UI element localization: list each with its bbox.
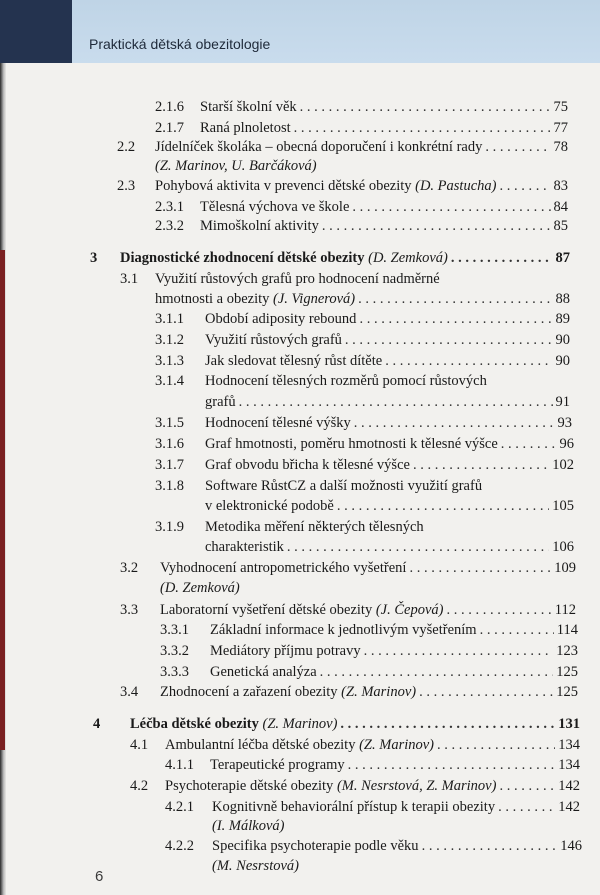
- toc-entry[interactable]: [160, 600, 576, 620]
- toc-entry[interactable]: [155, 176, 568, 196]
- toc-page-number: 78: [553, 139, 568, 155]
- toc-title-text: Mediátory příjmu potravy: [210, 643, 361, 659]
- toc-page-number: 142: [558, 778, 580, 794]
- toc-title-text: Pohybová aktivita v prevenci dětské obezity: [155, 178, 416, 194]
- toc-entry-title: [205, 371, 487, 391]
- toc-entry-number: 3.1.1: [155, 311, 184, 327]
- toc-page-number: 77: [553, 120, 568, 136]
- toc-entry[interactable]: [200, 97, 568, 117]
- toc-entry-title: [210, 755, 345, 775]
- toc-entry-title: [200, 197, 349, 217]
- toc-entry-author: (M. Nesrstová): [212, 858, 299, 874]
- toc-entry[interactable]: [155, 269, 570, 289]
- toc-entry-author: (M. Nesrstová, Z. Marinov): [336, 778, 497, 794]
- toc-page-number: 88: [555, 291, 570, 307]
- toc-leader-dots: [337, 496, 549, 516]
- toc-entry-author: (Z. Marinov): [359, 737, 435, 753]
- toc-leader-dots: [239, 392, 553, 412]
- toc-entry-number: 3.1.5: [155, 415, 184, 431]
- toc-title-text: Graf obvodu břicha k tělesné výšce: [205, 457, 410, 473]
- toc-entry[interactable]: [205, 413, 572, 433]
- toc-leader-dots: [385, 351, 552, 371]
- toc-entry-author: (D. Zemková): [160, 580, 240, 596]
- toc-entry-title: [205, 413, 351, 433]
- toc-page-number: 109: [554, 560, 576, 576]
- toc-entry-number: 4.1: [130, 737, 149, 753]
- toc-page-number: 131: [558, 716, 580, 732]
- toc-entry-title: [160, 558, 406, 578]
- toc-entry[interactable]: [205, 351, 570, 371]
- toc-entry[interactable]: [205, 455, 574, 475]
- toc-leader-dots: [413, 455, 549, 475]
- toc-entry-title: [155, 156, 317, 176]
- toc-page-number: 84: [553, 199, 568, 215]
- toc-leader-dots: [364, 641, 554, 661]
- toc-entry[interactable]: [205, 434, 574, 454]
- toc-title-text: Mimoškolní aktivity: [200, 218, 319, 234]
- toc-entry-number: 2.1.7: [155, 120, 184, 136]
- toc-entry-author: (Z. Marinov): [262, 716, 338, 732]
- toc-entry-number: 4: [93, 716, 101, 732]
- toc-entry-number: 2.1.6: [155, 99, 184, 115]
- toc-leader-dots: [359, 309, 552, 329]
- toc-title-text: Graf hmotnosti, poměru hmotnosti k tělesné výšce: [205, 436, 498, 452]
- toc-entry-title: [200, 216, 319, 236]
- toc-entry-number: 2.3: [117, 178, 136, 194]
- toc-entry-number: 2.2: [117, 139, 136, 155]
- page-number: 6: [95, 868, 104, 885]
- toc-entry-title: [160, 682, 416, 702]
- toc-page-number: 102: [552, 457, 574, 473]
- toc-leader-dots: [501, 434, 557, 454]
- toc-title-text: Využití růstových grafů pro hodnocení nadměrné: [155, 271, 440, 287]
- toc-title-text: Jak sledovat tělesný růst dítěte: [205, 353, 383, 369]
- toc-entry-author: (D. Pastucha): [415, 178, 497, 194]
- toc-title-text: grafů: [205, 394, 236, 410]
- toc-page-number: 123: [556, 643, 578, 659]
- toc-title-text: Základní informace k jednotlivým vyšetřením: [210, 622, 477, 638]
- toc-entry[interactable]: [165, 776, 580, 796]
- toc-entry-title: [155, 269, 440, 289]
- toc-entry[interactable]: [212, 816, 580, 836]
- toc-entry-title: [212, 797, 495, 817]
- toc-title-text: Software RůstCZ a další možnosti využití grafů: [205, 478, 483, 494]
- toc-page-number: 75: [553, 99, 568, 115]
- toc-leader-dots: [446, 600, 551, 620]
- toc-page-number: 142: [558, 799, 580, 815]
- toc-page-number: 93: [557, 415, 572, 431]
- toc-entry[interactable]: [205, 330, 570, 350]
- toc-entry-title: [205, 476, 482, 496]
- toc-title-text: Léčba dětské obezity: [130, 716, 263, 732]
- toc-leader-dots: [348, 755, 556, 775]
- toc-title-text: Ambulantní léčba dětské obezity: [165, 737, 360, 753]
- toc-title-text: hmotnosti a obezity: [155, 291, 273, 307]
- toc-entry[interactable]: [212, 836, 582, 856]
- toc-entry-title: [205, 392, 236, 412]
- toc-page-number: 105: [552, 498, 574, 514]
- toc-entry-number: 3.3.1: [160, 622, 189, 638]
- toc-entry-title: [120, 248, 448, 268]
- toc-entry-author: (D. Zemková): [368, 250, 448, 266]
- toc-entry-number: 3.3.3: [160, 664, 189, 680]
- toc-page-number: 146: [560, 838, 582, 854]
- toc-page-number: 89: [555, 311, 570, 327]
- toc-entry-number: 3.3.2: [160, 643, 189, 659]
- toc-entry-title: [210, 620, 477, 640]
- toc-entry-title: [205, 309, 356, 329]
- toc-entry[interactable]: [205, 517, 574, 537]
- toc-entry-title: [205, 517, 424, 537]
- toc-entry-title: [205, 434, 498, 454]
- toc-entry-number: 2.3.2: [155, 218, 184, 234]
- toc-leader-dots: [480, 620, 554, 640]
- toc-entry[interactable]: [212, 856, 582, 876]
- toc-leader-dots: [499, 176, 550, 196]
- toc-entry-number: 3.1.3: [155, 353, 184, 369]
- toc-leader-dots: [345, 330, 553, 350]
- toc-title-text: Terapeutické programy: [210, 757, 345, 773]
- toc-entry[interactable]: [212, 797, 580, 817]
- toc-entry[interactable]: [210, 755, 580, 775]
- toc-entry-author: (Z. Marinov): [341, 684, 417, 700]
- toc-page-number: 112: [554, 602, 576, 618]
- toc-entry[interactable]: [205, 537, 574, 557]
- toc-page-number: 134: [558, 757, 580, 773]
- toc-page-number: 87: [555, 250, 570, 266]
- toc-entry[interactable]: [210, 620, 578, 640]
- toc-entry-number: 3: [90, 250, 98, 266]
- toc-page-number: 83: [553, 178, 568, 194]
- toc-entry-title: [212, 816, 284, 836]
- toc-entry[interactable]: [205, 496, 574, 516]
- toc-entry-number: 4.1.1: [165, 757, 194, 773]
- toc-entry[interactable]: [200, 216, 568, 236]
- toc-title-text: Jídelníček školáka – obecná doporučení i konkrétní rady: [155, 139, 483, 155]
- toc-entry-title: [160, 600, 443, 620]
- toc-title-text: Vyhodnocení antropometrického vyšetření: [160, 560, 407, 576]
- toc-entry-title: [205, 455, 410, 475]
- toc-entry-title: [212, 836, 419, 856]
- toc-entry-title: [200, 118, 291, 138]
- toc-title-text: v elektronické podobě: [205, 498, 334, 514]
- toc-entry-number: 4.2: [130, 778, 149, 794]
- toc-entry[interactable]: [205, 476, 574, 496]
- toc-leader-dots: [437, 735, 555, 755]
- toc-entry-title: [165, 735, 434, 755]
- toc-page-number: 106: [552, 539, 574, 555]
- toc-entry-author: (J. Čepová): [375, 602, 444, 618]
- toc-leader-dots: [451, 248, 553, 268]
- toc-entry-number: 3.1.2: [155, 332, 184, 348]
- toc-entry-number: 3.3: [120, 602, 139, 618]
- book-spine-edge: [0, 250, 5, 750]
- toc-leader-dots: [320, 662, 554, 682]
- toc-entry-title: [205, 330, 342, 350]
- toc-leader-dots: [340, 714, 555, 734]
- toc-entry[interactable]: [200, 197, 568, 217]
- toc-leader-dots: [300, 97, 551, 117]
- toc-title-text: Laboratorní vyšetření dětské obezity: [160, 602, 376, 618]
- toc-entry-number: 3.1.9: [155, 519, 184, 535]
- toc-entry[interactable]: [210, 662, 578, 682]
- toc-page-number: 134: [558, 737, 580, 753]
- toc-entry[interactable]: [200, 118, 568, 138]
- toc-entry-number: 3.1.4: [155, 373, 184, 389]
- toc-entry-title: [130, 714, 337, 734]
- toc-entry-number: 3.2: [120, 560, 139, 576]
- toc-page-number: 114: [556, 622, 578, 638]
- toc-title-text: Zhodnocení a zařazení obezity: [160, 684, 342, 700]
- toc-title-text: Specifika psychoterapie podle věku: [212, 838, 419, 854]
- toc-title-text: Diagnostické zhodnocení dětské obezity: [120, 250, 369, 266]
- toc-entry[interactable]: [130, 714, 580, 734]
- toc-leader-dots: [322, 216, 551, 236]
- toc-page-number: 90: [555, 332, 570, 348]
- toc-title-text: Metodika měření některých tělesných: [205, 519, 424, 535]
- toc-entry-title: [155, 289, 355, 309]
- toc-leader-dots: [287, 537, 549, 557]
- toc-entry-title: [210, 662, 317, 682]
- toc-entry-number: 3.1.7: [155, 457, 184, 473]
- toc-entry-title: [155, 176, 496, 196]
- corner-color-block: [0, 0, 72, 63]
- toc-page-number: 125: [556, 664, 578, 680]
- toc-title-text: Využití růstových grafů: [205, 332, 342, 348]
- toc-leader-dots: [358, 289, 552, 309]
- toc-leader-dots: [352, 197, 550, 217]
- toc-entry-title: [165, 776, 496, 796]
- toc-entry-number: 3.1: [120, 271, 139, 287]
- toc-entry[interactable]: [160, 682, 578, 702]
- toc-page-number: 90: [555, 353, 570, 369]
- toc-entry[interactable]: [165, 735, 580, 755]
- toc-entry-number: 3.1.6: [155, 436, 184, 452]
- toc-title-text: charakteristik: [205, 539, 284, 555]
- toc-title-text: Starší školní věk: [200, 99, 297, 115]
- toc-entry-number: 2.3.1: [155, 199, 184, 215]
- toc-entry-title: [205, 496, 334, 516]
- toc-title-text: Tělesná výchova ve škole: [200, 199, 350, 215]
- toc-leader-dots: [354, 413, 555, 433]
- toc-title-text: Genetická analýza: [210, 664, 317, 680]
- toc-entry[interactable]: [160, 578, 576, 598]
- toc-entry[interactable]: [120, 248, 570, 268]
- toc-entry-title: [205, 537, 284, 557]
- toc-entry-author: (I. Málková): [212, 818, 285, 834]
- toc-title-text: Hodnocení tělesných rozměrů pomocí růstových: [205, 373, 487, 389]
- toc-title-text: Kognitivně behaviorální přístup k terapii obezity: [212, 799, 496, 815]
- toc-title-text: Hodnocení tělesné výšky: [205, 415, 351, 431]
- toc-page-number: 85: [553, 218, 568, 234]
- toc-entry[interactable]: [155, 289, 570, 309]
- toc-entry[interactable]: [155, 137, 568, 157]
- toc-entry-author: (Z. Marinov, U. Barčáková): [155, 158, 317, 174]
- toc-entry-number: 4.2.2: [165, 838, 194, 854]
- toc-leader-dots: [499, 776, 555, 796]
- toc-entry[interactable]: [205, 309, 570, 329]
- toc-entry-title: [160, 578, 240, 598]
- toc-entry-number: 4.2.1: [165, 799, 194, 815]
- toc-entry-title: [210, 641, 361, 661]
- toc-entry-title: [200, 97, 297, 117]
- toc-page-number: 125: [556, 684, 578, 700]
- toc-page-number: 91: [555, 394, 570, 410]
- toc-leader-dots: [409, 558, 551, 578]
- toc-entry[interactable]: [155, 156, 568, 176]
- toc-entry[interactable]: [205, 371, 570, 391]
- toc-entry[interactable]: [160, 558, 576, 578]
- toc-title-text: Období adiposity rebound: [205, 311, 357, 327]
- toc-entry-title: [212, 856, 299, 876]
- toc-page-number: 96: [559, 436, 574, 452]
- toc-entry[interactable]: [205, 392, 570, 412]
- toc-entry-title: [155, 137, 482, 157]
- running-title: Praktická dětská obezitologie: [89, 36, 271, 52]
- toc-leader-dots: [419, 682, 553, 702]
- toc-title-text: Raná plnoletost: [200, 120, 291, 136]
- toc-leader-dots: [485, 137, 550, 157]
- toc-entry-number: 3.4: [120, 684, 139, 700]
- toc-leader-dots: [422, 836, 558, 856]
- toc-leader-dots: [294, 118, 551, 138]
- toc-entry[interactable]: [210, 641, 578, 661]
- toc-entry-number: 3.1.8: [155, 478, 184, 494]
- header-band: [72, 0, 600, 63]
- toc-entry-title: [205, 351, 382, 371]
- toc-title-text: Psychoterapie dětské obezity: [165, 778, 337, 794]
- toc-leader-dots: [498, 797, 555, 817]
- toc-entry-author: (J. Vignerová): [273, 291, 356, 307]
